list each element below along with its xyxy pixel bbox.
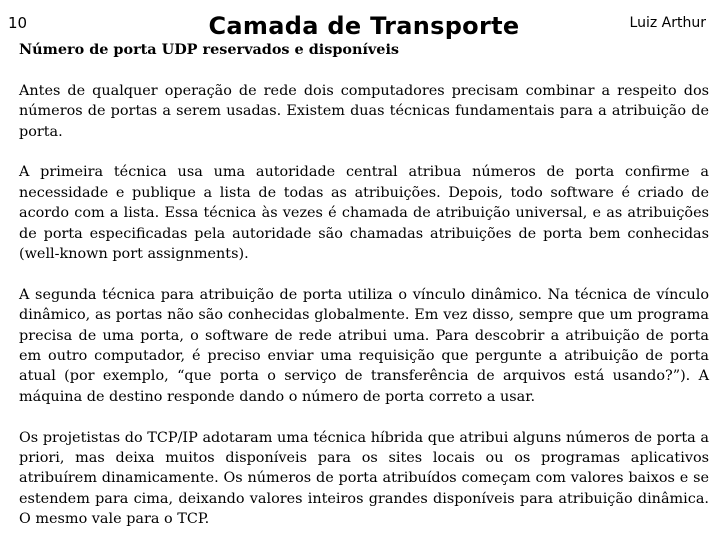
author-name: Luiz Arthur xyxy=(629,15,706,31)
slide-content xyxy=(19,40,709,530)
page-number: 10 xyxy=(8,14,28,32)
slide-title: Camada de Transporte xyxy=(208,12,520,40)
section-subtitle: Número de porta UDP reservados e disponíveis xyxy=(19,41,400,58)
paragraph-intro: Antes de qualquer operação de rede dois computadores precisam combinar a respeito dos números de portas a serem usadas. Existem duas técnicas fundamentais para a atribuição de porta. xyxy=(19,82,709,140)
paragraph-hybrid-technique: Os projetistas do TCP/IP adotaram uma técnica híbrida que atribui alguns números de porta a priori, mas deixa muitos disponíveis para os sites locais ou os programas aplicativos atribuírem dinamicamente. Os números de porta atribuídos começam com valores baixos e se estendem para cima, deixando valores inteiros grandes disponíveis para atribuição dinâmica. O mesmo vale para o TCP. xyxy=(19,429,709,528)
paragraph-second-technique: A segunda técnica para atribuição de porta utiliza o vínculo dinâmico. Na técnica de vínculo dinâmico, as portas não são conhecidas globalmente. Em vez disso, sempre que um programa precisa de uma porta, o software de rede atribui uma. Para descobrir a atribuição de porta em outro computador, é preciso enviar uma requisição que pergunte a atribuição de porta atual (por exemplo, “que porta o serviço de transferência de arquivos está usando?”). A máquina de destino responde dando o número de porta correto a usar. xyxy=(19,286,709,405)
paragraph-first-technique: A primeira técnica usa uma autoridade central atribua números de porta confirme a necessidade e publique a lista de todas as atribuições. Depois, todo software é criado de acordo com a lista. Essa técnica às vezes é chamada de atribuição universal, e as atribuições de porta especificadas pela autoridade são chamadas atribuições de porta bem conhecidas (well-known port assignments). xyxy=(19,164,709,263)
